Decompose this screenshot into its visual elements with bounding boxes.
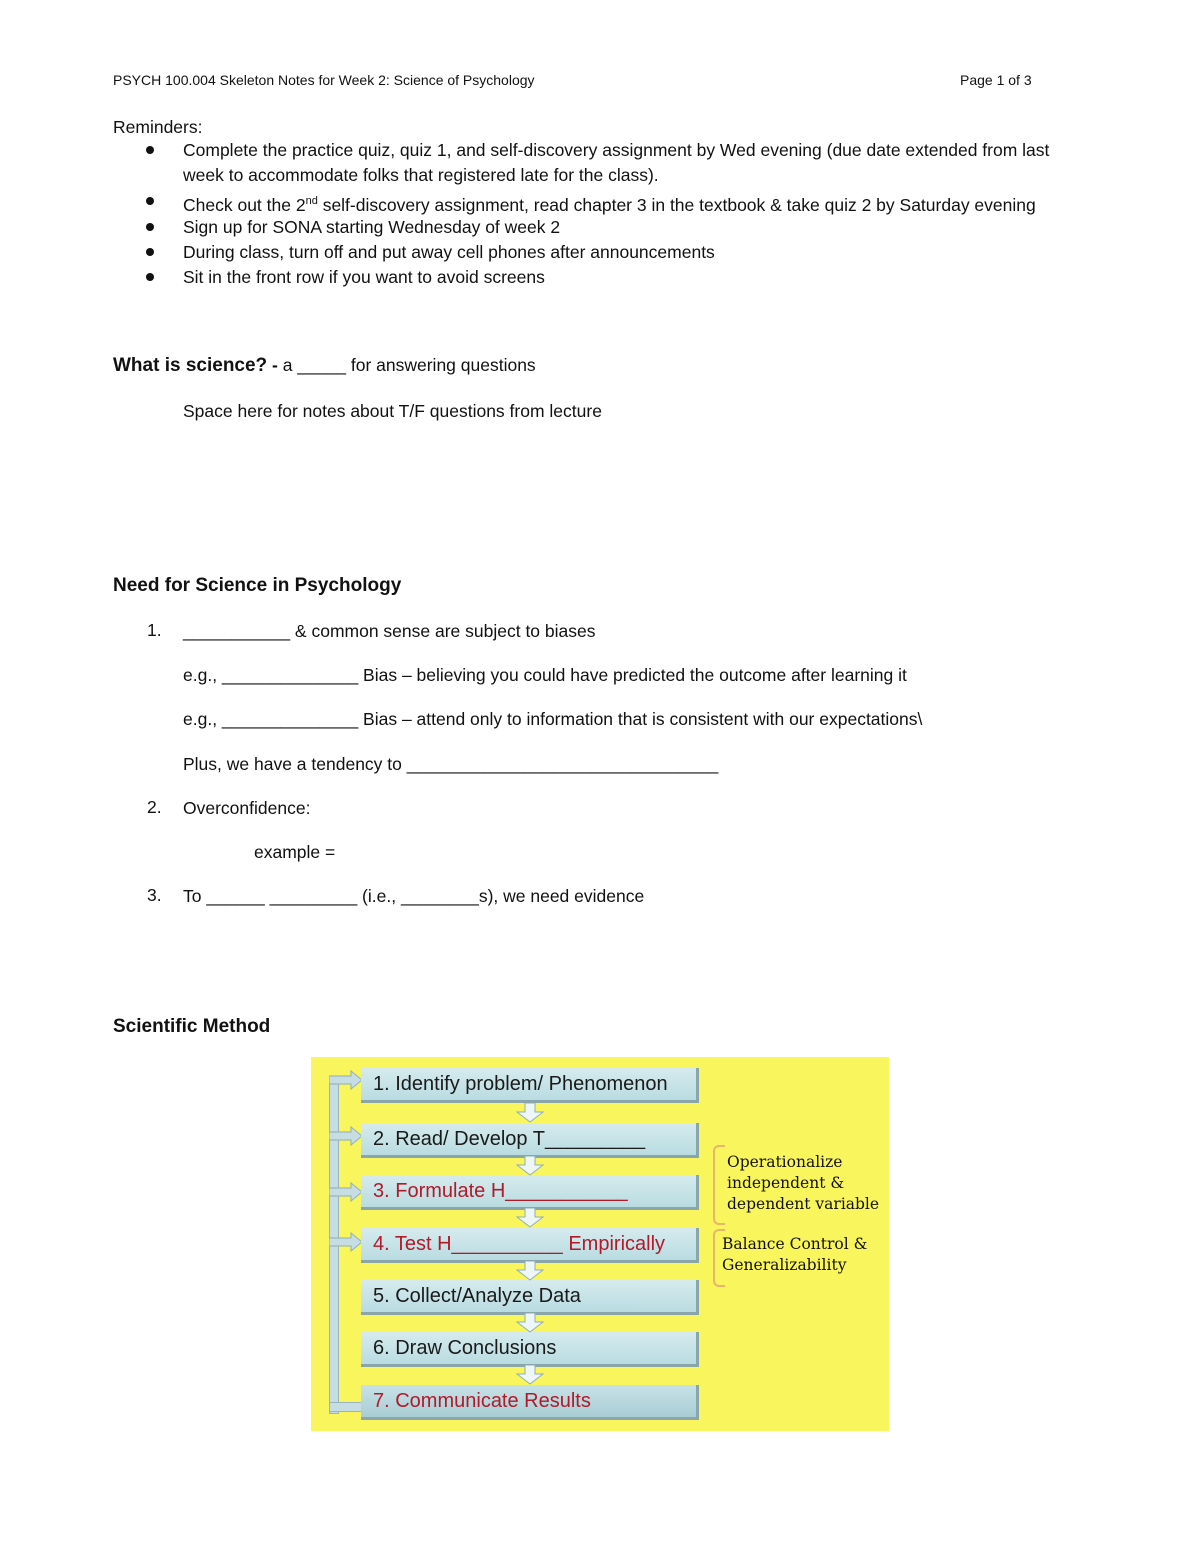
method-step-3: 3. Formulate H___________ [361, 1175, 699, 1210]
reminder-item: Complete the practice quiz, quiz 1, and self-discovery assignment by Wed evening (due date extended from last [183, 140, 1050, 160]
right-arrow-icon [329, 1126, 363, 1146]
superscript: nd [305, 195, 318, 207]
down-arrow-icon [516, 1156, 544, 1176]
down-arrow-icon [516, 1208, 544, 1228]
dash: - [267, 355, 283, 375]
reminder-item: Sign up for SONA starting Wednesday of week 2 [183, 217, 561, 237]
reminder-text-post: self-discovery assignment, read chapter 3 in the textbook & take quiz 2 by Saturday evening [317, 194, 1036, 215]
right-arrow-icon [329, 1070, 363, 1090]
down-arrow-icon [516, 1365, 544, 1385]
list-item: To ______ _________ (i.e., ________s), we need evidence [183, 886, 645, 906]
what-is-science-line [113, 353, 536, 378]
reminder-item [183, 189, 1036, 218]
note-line: Balance Control & [722, 1235, 868, 1253]
list-item: Overconfidence: [183, 798, 311, 818]
list-item: ___________ & common sense are subject to biases [183, 621, 596, 641]
bullet-icon [146, 197, 154, 205]
method-step-1: 1. Identify problem/ Phenomenon [361, 1068, 699, 1103]
note-line: Operationalize [727, 1153, 843, 1171]
example-line: e.g., ______________ Bias – attend only to information that is consistent with our expectations\ [183, 709, 923, 729]
bullet-icon [146, 223, 154, 231]
method-step-5: 5. Collect/Analyze Data [361, 1280, 699, 1315]
side-note-operationalize [727, 1152, 879, 1215]
reminder-text-pre: Check out the 2 [183, 194, 306, 215]
bullet-icon [146, 248, 154, 256]
section-heading: Need for Science in Psychology [113, 575, 402, 596]
list-number: 3. [147, 885, 162, 905]
down-arrow-icon [516, 1103, 544, 1123]
method-step-4: 4. Test H__________ Empirically [361, 1228, 699, 1263]
method-step-7: 7. Communicate Results [361, 1385, 699, 1420]
side-note-balance [722, 1234, 867, 1276]
reminders-label: Reminders: [113, 117, 203, 137]
section-heading: What is science? [113, 355, 268, 376]
right-arrow-icon [329, 1182, 363, 1202]
bullet-icon [146, 273, 154, 281]
down-arrow-icon [516, 1261, 544, 1281]
notes-space-text: Space here for notes about T/F questions from lecture [183, 401, 602, 421]
section-heading: Scientific Method [113, 1016, 271, 1037]
note-line: independent & [727, 1174, 845, 1192]
reminder-item: During class, turn off and put away cell phones after announcements [183, 242, 715, 262]
note-line: dependent variable [727, 1195, 880, 1213]
plus-line: Plus, we have a tendency to ________________________________ [183, 754, 719, 774]
down-arrow-icon [516, 1313, 544, 1333]
definition-text: a _____ for answering questions [282, 355, 536, 375]
method-step-2: 2. Read/ Develop T_________ [361, 1123, 699, 1158]
note-line: Generalizability [722, 1256, 847, 1274]
example-line: e.g., ______________ Bias – believing you could have predicted the outcome after learning it [183, 665, 907, 685]
brace-icon [713, 1145, 725, 1225]
right-arrow-icon [329, 1232, 363, 1252]
reminder-item: Sit in the front row if you want to avoid screens [183, 267, 545, 287]
example-line: example = [254, 842, 336, 862]
page-number: Page 1 of 3 [960, 72, 1032, 88]
feedback-loop-bottom [329, 1402, 365, 1412]
scientific-method-diagram [311, 1057, 889, 1431]
document-header-title: PSYCH 100.004 Skeleton Notes for Week 2: Science of Psychology [113, 72, 535, 88]
method-step-6: 6. Draw Conclusions [361, 1332, 699, 1367]
bullet-icon [146, 146, 154, 154]
list-number: 2. [147, 797, 162, 817]
list-number: 1. [147, 620, 162, 640]
reminder-item-continued: week to accommodate folks that registered late for the class). [183, 165, 659, 185]
